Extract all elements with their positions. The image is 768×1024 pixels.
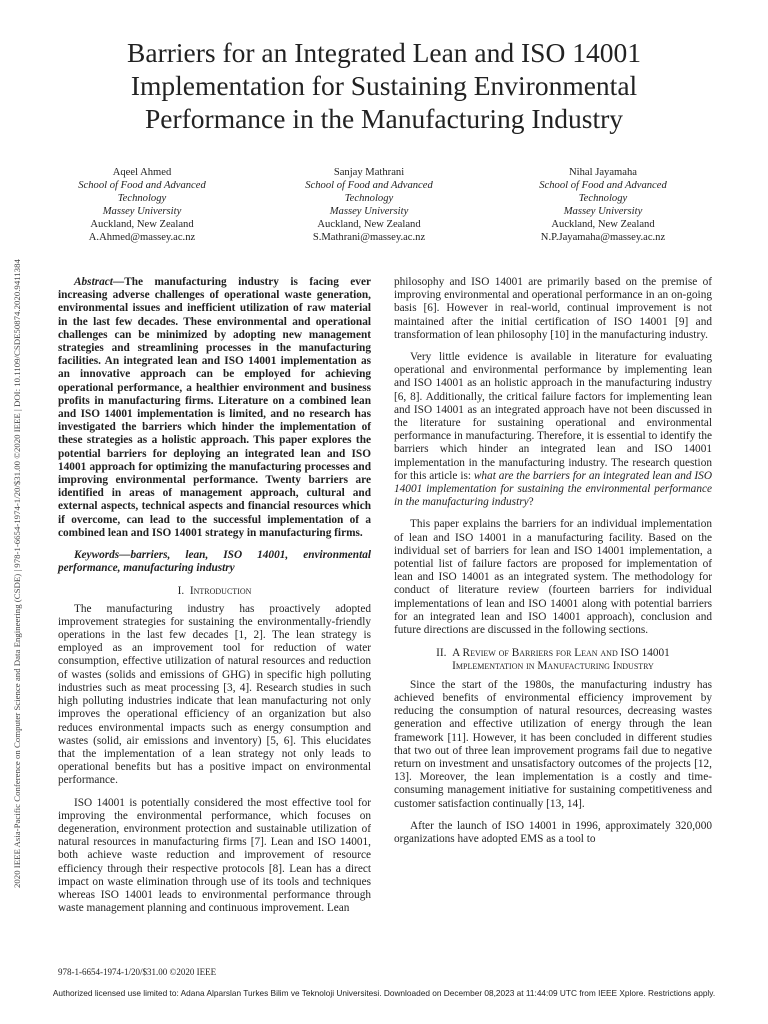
abstract: [58, 276, 371, 540]
section-heading-introduction: [58, 585, 371, 598]
intro-paragraph: ISO 14001 is potentially considered the most effective tool for improving the environmental performance, which focuses on degeneration, environment protection and sustainable utilization of natural resources in manufacturing firms [7]. Lean and ISO 14001, both achieve waste reduction and improvement of resource efficiency through their respective protocols [8]. Lean has a direct impact on waste elimination through use of its tools and techniques whereas ISO 14001 leads to environmental performance through waste management planning and continuous improvement. Lean: [58, 796, 371, 915]
author-affiliation: Technology: [578, 193, 628, 204]
section-title: Introduction: [189, 585, 252, 598]
author-affiliation: Technology: [117, 193, 167, 204]
left-column: [58, 276, 371, 915]
research-question: what are the barriers for an integrated lean and ISO 14001 implementation for sustaining the environmental performance in the manufacturing industry: [394, 469, 712, 509]
body-paragraph: This paper explains the barriers for an individual implementation of lean and ISO 14001 in a manufacturing facility. Based on the individual set of barriers for lean and ISO 14001 implementation, a potential list of failure factors are proposed for implementation of lean and ISO 14001 as an integrated system. The methodology for conduct of literature review (fourteen barriers for individual implementations of lean and ISO 14001 along with potential barriers for an integrated lean and ISO 14001 approach), conclusion and future directions are discussed in the following sections.: [394, 518, 712, 637]
author-affiliation: School of Food and Advanced: [305, 180, 433, 191]
section-number: II.: [436, 647, 447, 660]
paper-title: [40, 36, 728, 135]
author-name: Nihal Jayamaha: [569, 167, 637, 178]
abstract-label: Abstract—: [74, 276, 125, 288]
section-heading-review: [394, 647, 712, 673]
author-affiliation: Massey University: [102, 206, 182, 217]
author-affiliation: School of Food and Advanced: [78, 180, 206, 191]
section-title-line: A Review of Barriers for Lean and ISO 14001: [452, 647, 670, 660]
right-column: [394, 276, 712, 846]
research-question-paragraph: [394, 351, 712, 509]
title-line: Performance in the Manufacturing Industry: [144, 103, 624, 134]
author-block: [269, 166, 469, 244]
review-paragraph: After the launch of ISO 14001 in 1996, approximately 320,000 organizations have adopted EMS as a tool to: [394, 819, 712, 845]
author-location: Auckland, New Zealand: [317, 219, 421, 230]
author-affiliation: Technology: [344, 193, 394, 204]
title-line: Barriers for an Integrated Lean and ISO 14001: [127, 37, 641, 68]
author-location: Auckland, New Zealand: [90, 219, 194, 230]
body-paragraph: philosophy and ISO 14001 are primarily based on the premise of improving environmental and operational performance in an on-going basis [6]. However in real-world, continual improvement is not maintained after the initial certification of ISO 14001 [9] and transformation of lean philosophy [10] in the manufacturing industry.: [394, 276, 712, 341]
author-affiliation: School of Food and Advanced: [539, 180, 667, 191]
research-text: Very little evidence is available in literature for evaluating operational and environmental performance by implementing lean and ISO 14001 as an holistic approach in the manufacturing industry [6, 8]. Additionally, the critical failure factors for implementing lean and ISO 14001 as an integrated approach have not been discussed in the literature for sustaining operational and environmental performance in manufacturing. Therefore, it is essential to identify the barriers which hinder an integrated lean and ISO 14001 implementation in the manufacturing industry. The research question for this article is:: [394, 351, 712, 482]
author-location: Auckland, New Zealand: [551, 219, 655, 230]
author-email: N.P.Jayamaha@massey.ac.nz: [540, 232, 666, 243]
author-name: Aqeel Ahmed: [112, 167, 172, 178]
license-notice: Authorized licensed use limited to: Adana Alparslan Turkes Bilim ve Teknoloji Universitesi. Downloaded on December 08,2023 at 11:44:09 UTC from IEEE Xplore. Restrictions apply.: [52, 988, 716, 998]
section-title-line: Implementation in Manufacturing Industry: [452, 660, 654, 673]
author-affiliation: Massey University: [563, 206, 643, 217]
title-line: Implementation for Sustaining Environmental: [130, 70, 638, 101]
doi-sidebar-text: 2020 IEEE Asia-Pacific Conference on Computer Science and Data Engineering (CSDE) | 978-1-6654-1974-1/20/$31.00 ©2020 IEEE | DOI: 10.1109/CSDE50874.2020.9411384: [12, 259, 22, 888]
intro-paragraph: The manufacturing industry has proactively adopted improvement strategies for sustaining the environmentally-friendly operations in the last few decades [1, 2]. The lean strategy is employed as an improvement tool for reduction of water consumption, effective utilization of natural resources and reduction of wastes (solids and emissions of GHG) in specific high polluting industries such as meat processing [3, 4]. Research studies in such high polluting industries indicate that lean manufacturing not only improves the operational efficiency of an organization but also reduces environmental impacts such as energy consumption and wastes (solid, air emissions and inventory) [5, 6]. This elucidates that the implementation of a lean strategy not only leads to operational benefits but has a positive impact on environmental performance.: [58, 602, 371, 787]
author-name: Sanjay Mathrani: [333, 167, 405, 178]
keywords: Keywords—barriers, lean, ISO 14001, environmental performance, manufacturing industry: [58, 549, 371, 575]
author-affiliation: Massey University: [329, 206, 409, 217]
author-block: [42, 166, 242, 244]
copyright-footer: 978-1-6654-1974-1/20/$31.00 ©2020 IEEE: [58, 967, 217, 977]
review-paragraph: Since the start of the 1980s, the manufacturing industry has achieved benefits of environmental efficiency improvement by reducing the consumption of natural resources, decreasing wastes generation and effective utilization of energy through the lean framework [11]. However, it has been concluded in different studies that two out of three lean improvement programs fail due to negative return on investment and unsatisfactory outcomes of the projects [12, 13]. Moreover, the lean implementation is a costly and time-consuming management initiative for sustaining competitiveness and customer satisfaction continually [13, 14].: [394, 678, 712, 810]
section-number: I.: [177, 585, 185, 598]
author-block: [503, 166, 703, 244]
author-email: S.Mathrani@massey.ac.nz: [312, 232, 426, 243]
abstract-text: The manufacturing industry is facing ever increasing adverse challenges of operational waste generation, environmental issues and inefficient utilization of raw material in the last few decades. These environmental and operational challenges can be minimized by adopting new management strategies and streamlining processes in the manufacturing facilities. An integrated lean and ISO 14001 implementation as an innovative approach can be employed for achieving operational performance, a healthier environment and business profits in manufacturing firms. Literature on a combined lean and ISO 14001 implementation is limited, and no research has investigated the barriers which hinder the implementation of these strategies as a holistic approach. This paper explores the potential barriers for deploying an integrated lean and ISO 14001 approach for optimizing the manufacturing processes and improving environmental performance. Twenty barriers are identified in areas of management approach, cultural and external aspects, technical aspects and financial resources which if overcome, can lead to the successful implementation of a combined lean and ISO 14001 strategy in manufacturing firms.: [58, 276, 371, 539]
research-end: ?: [528, 496, 534, 509]
author-email: A.Ahmed@massey.ac.nz: [88, 232, 196, 243]
doi-sidebar: [11, 160, 23, 888]
